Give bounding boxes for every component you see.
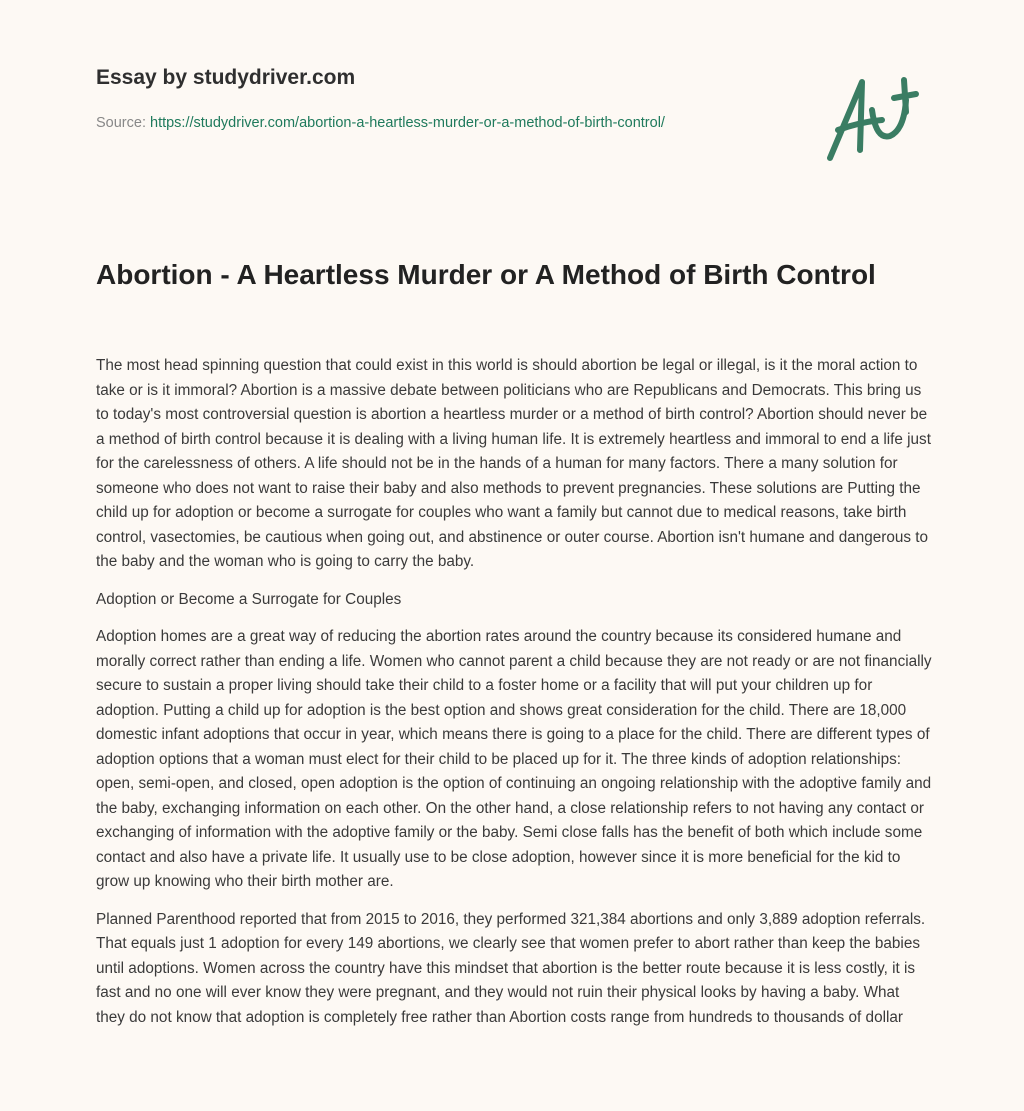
article-title: Abortion - A Heartless Murder or A Method of Birth Control <box>96 259 876 290</box>
paragraph: Planned Parenthood reported that from 2015 to 2016, they performed 321,384 abortions and only 3,889 adoption referrals. That equals just 1 adoption for every 149 abortions, we clearly see that women prefer to abort rather than keep the babies until adoptions. Women across the country have this mindset that abortion is the better route because it is less costly, it is fast and no one will ever know they were pregnant, and they would not ruin their physical looks by having a baby. What they do not know that adoption is completely free rather than Abortion costs range from hundreds to thousands of dollar <box>96 910 926 1026</box>
paragraph: Adoption homes are a great way of reducing the abortion rates around the country because its considered humane and morally correct rather than ending a life. Women who cannot parent a child because they are not ready or are not financially secure to sustain a proper living should take their child to a foster home or a facility that will put your children up for adoption. Putting a child up for adoption is the best option and shows great consideration for the child. There are 18,000 domestic infant adoptions that occur in year, which means there is going to a place for the child. There are different types of adoption options that a woman must elect for their child to be placed up for it. The three kinds of adoption relationships: open, semi-open, and closed, open adoption is the option of continuing an ongoing relationship with the adoptive family and the baby, exchanging information on each other. On the other hand, a close relationship refers to not having any contact or exchanging of information with the adoptive family or the baby. Semi close falls has the benefit of both which include some contact and also have a private life. It usually use to be close adoption, however since it is more beneficial for the kid to grow up knowing who their birth mother are. <box>96 628 932 890</box>
source-label: Source: <box>96 115 150 131</box>
article-body <box>96 354 932 1043</box>
section-heading: Adoption or Become a Surrogate for Couples <box>96 590 402 608</box>
source-link[interactable]: https://studydriver.com/abortion-a-heartless-murder-or-a-method-of-birth-control/ <box>150 115 665 131</box>
a-plus-logo-icon <box>820 70 930 170</box>
paragraph: The most head spinning question that could exist in this world is should abortion be legal or illegal, is it the moral action to take or is it immoral? Abortion is a massive debate between politicians who are Republicans and Democrats. This bring us to today's most controversial question is abortion a heartless murder or a method of birth control? Abortion should never be a method of birth control because it is dealing with a living human life. It is extremely heartless and immoral to end a life just for the carelessness of others. A life should not be in the hands of a human for many factors. There a many solution for someone who does not want to raise their baby and also methods to prevent pregnancies. These solutions are Putting the child up for adoption or become a surrogate for couples who want a family but cannot due to medical reasons, take birth control, vasectomies, be cautious when going out, and abstinence or outer course. Abortion isn't humane and dangerous to the baby and the woman who is going to carry the baby. <box>96 357 931 570</box>
site-brand: Essay by studydriver.com <box>96 66 356 89</box>
source-line <box>96 111 736 135</box>
